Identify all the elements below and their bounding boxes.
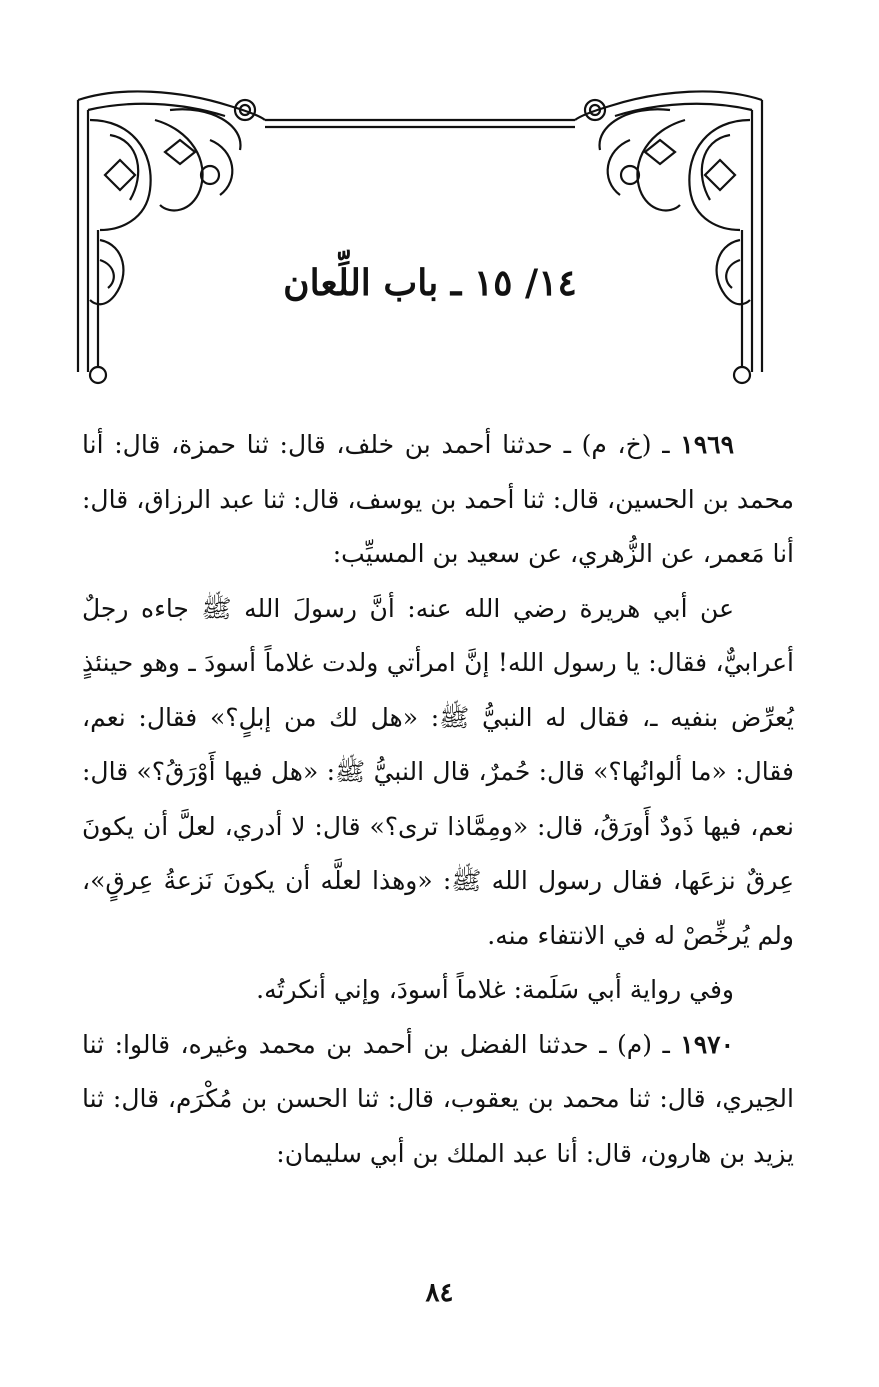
hadith-1969-isnad xyxy=(82,418,794,582)
chapter-title: ١٤/ ١٥ ـ باب اللِّعان xyxy=(283,262,577,304)
hadith-1970-isnad xyxy=(82,1018,794,1182)
hadith-number: ١٩٧٠ xyxy=(680,1029,734,1059)
hadith-chain: ـ (م) ـ حدثنا الفضل بن أحمد بن محمد وغيره، قالوا: ثنا الحِيري، قال: ثنا محمد بن يعقوب، قال: ثنا الحسن بن مُكْرَم، قال: ثنا يزيد بن هارون، قال: أنا عبد الملك بن أبي سليمان: xyxy=(82,1029,794,1168)
hadith-chain: ـ (خ، م) ـ حدثنا أحمد بن خلف، قال: ثنا حمزة، قال: أنا محمد بن الحسين، قال: ثنا أحمد بن يوسف، قال: ثنا عبد الرزاق، قال: أنا مَعمر، عن الزُّهري، عن سعيد بن المسيِّب: xyxy=(82,430,794,568)
hadith-1969-text: عن أبي هريرة رضي الله عنه: أنَّ رسولَ الله ﷺ جاءه رجلٌ أعرابيٌّ، فقال: يا رسول الله! إنَّ امرأتي ولدت غلاماً أسودَ ـ وهو حينئذٍ يُعرِّض بنفيه ـ، فقال له النبيُّ ﷺ: «هل لك من إبلٍ؟» فقال: نعم، فقال: «ما ألوانُها؟» قال: حُمرٌ، قال النبيُّ ﷺ: «هل فيها أَوْرَقُ؟» قال: نعم، فيها ذَودٌ أَورَقُ، قال: «ومِمَّاذا ترى؟» قال: لا أدري، لعلَّ أن يكونَ عِرقٌ نزعَها، فقال رسول الله ﷺ: «وهذا لعلَّه أن يكونَ نَزعةُ عِرقٍ»، ولم يُرخِّصْ له في الانتفاء منه. xyxy=(82,593,794,950)
hadith-number: ١٩٦٩ xyxy=(680,430,734,459)
text-body xyxy=(82,418,794,1181)
hadith-1969-variant: وفي رواية أبي سَلَمة: غلاماً أسودَ، وإني أنكرتُه. xyxy=(256,975,734,1004)
page-number: ٨٤ xyxy=(425,1278,454,1308)
ornamental-frame xyxy=(60,80,780,390)
